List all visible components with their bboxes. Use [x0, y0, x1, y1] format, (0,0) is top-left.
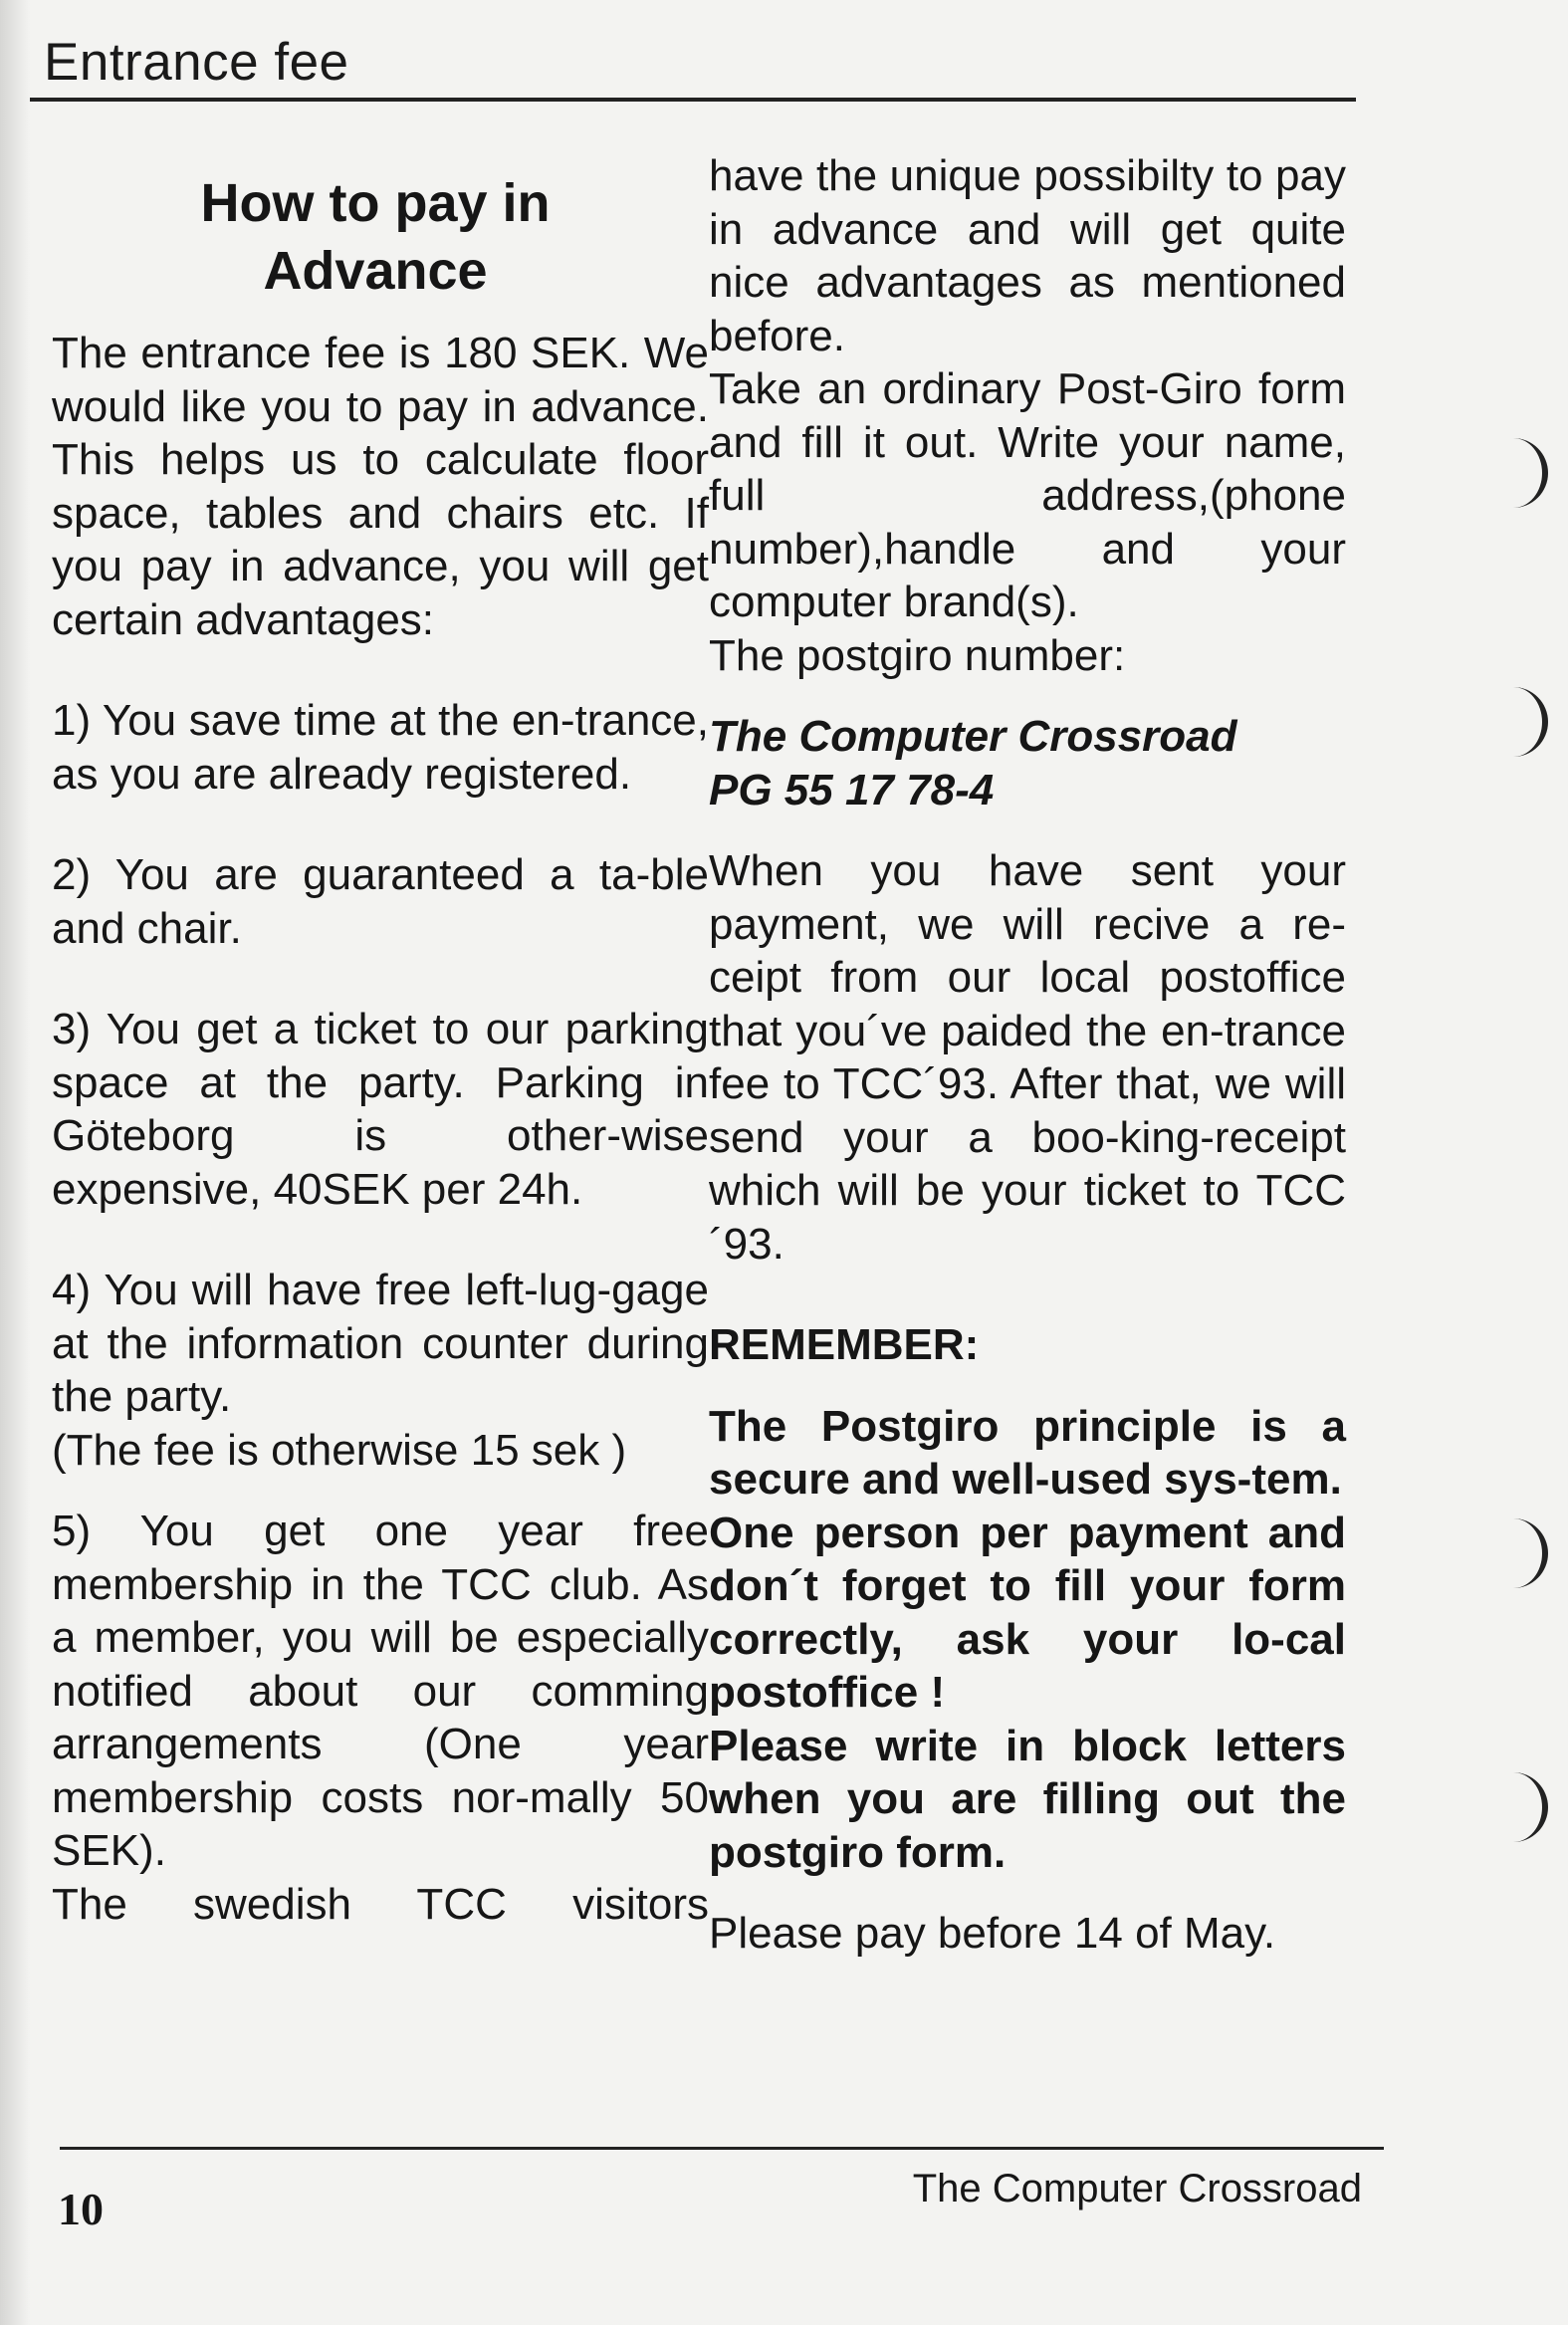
intro-paragraph: The entrance fee is 180 SEK. We would like you to pay in advance. This helps us to calculate floor space, tables and chairs etc. If you pay in advance, you will get certain advantages: — [52, 329, 709, 644]
footer-divider — [60, 2147, 1384, 2150]
advantage-item-1: 1) You save time at the en-trance, as you are already registered. — [52, 696, 709, 799]
page-gutter-shadow — [0, 0, 30, 2325]
right-column — [709, 149, 1346, 1961]
binder-hole-icon — [1502, 1518, 1548, 1588]
binder-hole-icon — [1502, 687, 1548, 757]
header-divider — [30, 98, 1356, 102]
advantage-item-4-note: (The fee is otherwise 15 sek ) — [52, 1425, 627, 1475]
page-section-title: Entrance fee — [44, 33, 349, 92]
binder-hole-icon — [1502, 1772, 1548, 1842]
page-number: 10 — [58, 2184, 104, 2234]
payment-instructions: Take an ordinary Post-Giro form and fill it out. Write your name, full address,(phone number),handle and your computer brand(s). — [709, 364, 1346, 626]
payment-deadline: Please pay before 14 of May. — [709, 1909, 1276, 1958]
remember-block-letters: Please write in block letters when you are filling out the postgiro form. — [709, 1721, 1346, 1877]
remember-one-person: One person per payment and don´t forget to fill your form correctly, ask your lo-cal postoffice ! — [709, 1508, 1346, 1717]
heading-line-2: Advance — [263, 241, 488, 301]
binder-hole-icon — [1502, 438, 1548, 508]
advantage-item-5: 5) You get one year free membership in the TCC club. As a member, you will be especially notified about our comming arrangements (One year membership costs nor-mally 50 SEK). — [52, 1507, 709, 1875]
postgiro-label: The postgiro number: — [709, 630, 1126, 680]
publication-name: The Computer Crossroad — [912, 2167, 1362, 2210]
account-name: The Computer Crossroad — [709, 712, 1237, 761]
article-heading — [52, 169, 709, 305]
advantage-item-3: 3) You get a ticket to our parking space at the party. Parking in Göteborg is other-wise expensive, 40SEK per 24h. — [52, 1005, 709, 1214]
advantage-item-2: 2) You are guaranteed a ta-ble and chair. — [52, 850, 709, 953]
heading-line-1: How to pay in — [200, 173, 551, 233]
advantage-item-4: 4) You will have free left-lug-gage at the information counter during the party. — [52, 1266, 709, 1421]
remember-label: REMEMBER: — [709, 1320, 980, 1369]
remember-principle: The Postgiro principle is a secure and well-used sys-tem. — [709, 1401, 1346, 1504]
after-payment-paragraph: When you have sent your payment, we will recive a re-ceipt from our local postoffice that you´ve paided the en-trance fee to TCC´93. After that, we will send your a boo-king-receipt which will be your ticket to TCC´93. — [709, 846, 1346, 1269]
account-number: PG 55 17 78-4 — [709, 765, 995, 814]
visitors-paragraph-continuation: have the unique possibilty to pay in advance and will get quite nice advantages as mentioned before. — [709, 151, 1346, 360]
visitors-paragraph-start: The swedish TCC visitors — [52, 1879, 709, 1929]
left-column — [52, 169, 709, 1931]
